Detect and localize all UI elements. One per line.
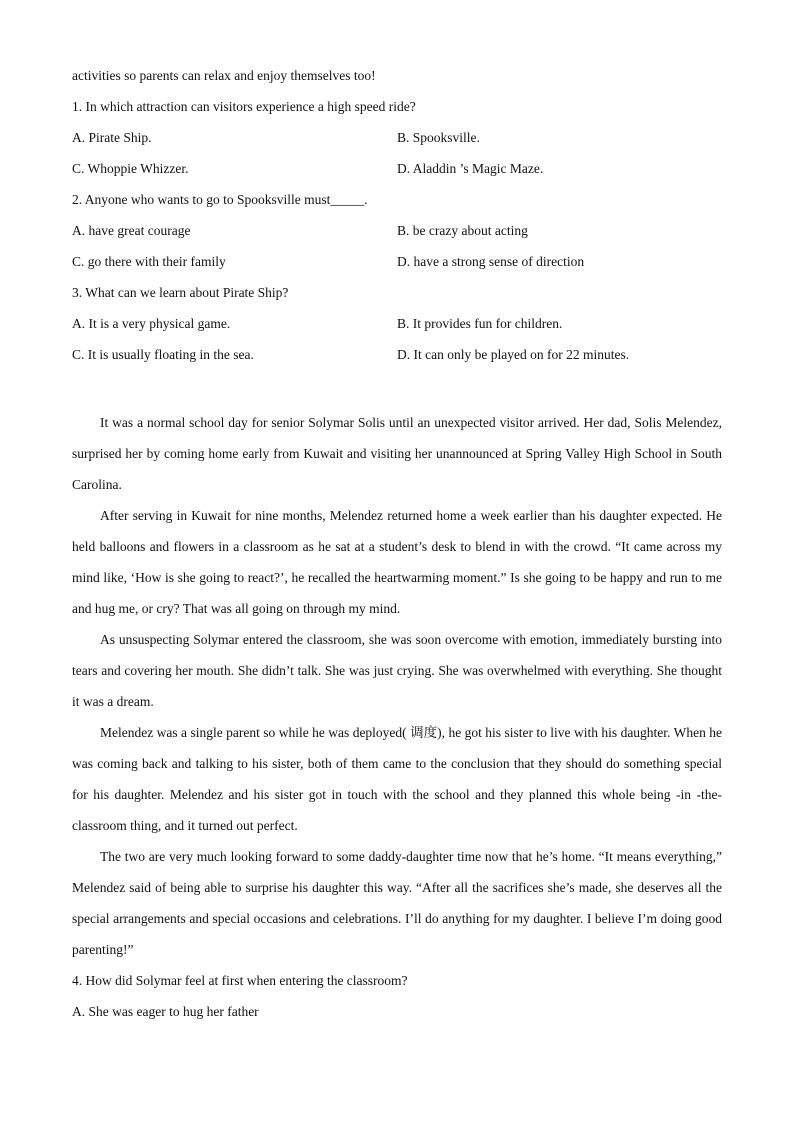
question-2-options-row-2: [72, 252, 722, 283]
question-2-stem: 2. Anyone who wants to go to Spooksville must_____.: [72, 192, 368, 207]
question-4-stem: 4. How did Solymar feel at first when entering the classroom?: [72, 973, 408, 988]
question-1-options-row-2: [72, 159, 722, 190]
question-3-option-b: B. It provides fun for children.: [397, 316, 563, 331]
passage-paragraph-3: As unsuspecting Solymar entered the classroom, she was soon overcome with emotion, immediately bursting into tears and covering her mouth. She didn’t talk. She was just crying. She was overwhelmed with everything. She thought it was a dream.: [72, 632, 722, 709]
question-1-stem: 1. In which attraction can visitors experience a high speed ride?: [72, 99, 416, 114]
question-1-option-a: A. Pirate Ship.: [72, 130, 152, 145]
passage-paragraph-5: The two are very much looking forward to some daddy-daughter time now that he’s home. “It means everything,” Melendez said of being able to surprise his daughter this way. “After all the sacrifices she’s made, she deserves all the special arrangements and special occasions and celebrations. I’ll do anything for my daughter. I believe I’m doing good parenting!”: [72, 849, 722, 957]
question-3-option-a: A. It is a very physical game.: [72, 316, 231, 331]
question-1-option-c: C. Whoppie Whizzer.: [72, 161, 189, 176]
question-1-option-d: D. Aladdin ’s Magic Maze.: [397, 161, 544, 176]
passage-paragraph-1: It was a normal school day for senior Solymar Solis until an unexpected visitor arrived. Her dad, Solis Melendez, surprised her by coming home early from Kuwait and visiting her unannounced at Spring Valley High School in South Carolina.: [72, 415, 722, 492]
question-1-options-row-1: [72, 128, 722, 159]
passage-paragraph-2: After serving in Kuwait for nine months, Melendez returned home a week earlier than his daughter expected. He held balloons and flowers in a classroom as he sat at a student’s desk to blend in with the crowd. “It came across my mind like, ‘How is she going to react?’, he recalled the heartwarming moment.” Is she going to be happy and run to me and hug me, or cry? That was all going on through my mind.: [72, 508, 722, 616]
question-1-option-b: B. Spooksville.: [397, 130, 480, 145]
intro-tail-text: activities so parents can relax and enjoy themselves too!: [72, 68, 376, 83]
question-3-option-d: D. It can only be played on for 22 minutes.: [397, 347, 630, 362]
question-2-option-a: A. have great courage: [72, 223, 191, 238]
question-3-options-row-2: [72, 345, 722, 376]
question-4-option-a: A. She was eager to hug her father: [72, 1004, 259, 1019]
question-3-options-row-1: [72, 314, 722, 345]
question-3-stem: 3. What can we learn about Pirate Ship?: [72, 285, 289, 300]
question-2-option-d: D. have a strong sense of direction: [397, 254, 585, 269]
passage-paragraph-4: Melendez was a single parent so while he was deployed( 调度), he got his sister to live with his daughter. When he was coming back and talking to his sister, both of them came to the conclusion that they should do something special for his daughter. Melendez and his sister got in touch with the school and they planned this whole being -in -the-classroom thing, and it turned out perfect.: [72, 725, 722, 833]
document-page: [72, 66, 722, 1027]
question-2-option-b: B. be crazy about acting: [397, 223, 528, 238]
section-gap: [72, 376, 722, 407]
question-2-option-c: C. go there with their family: [72, 254, 226, 269]
question-3-option-c: C. It is usually floating in the sea.: [72, 347, 254, 362]
question-2-options-row-1: [72, 221, 722, 252]
